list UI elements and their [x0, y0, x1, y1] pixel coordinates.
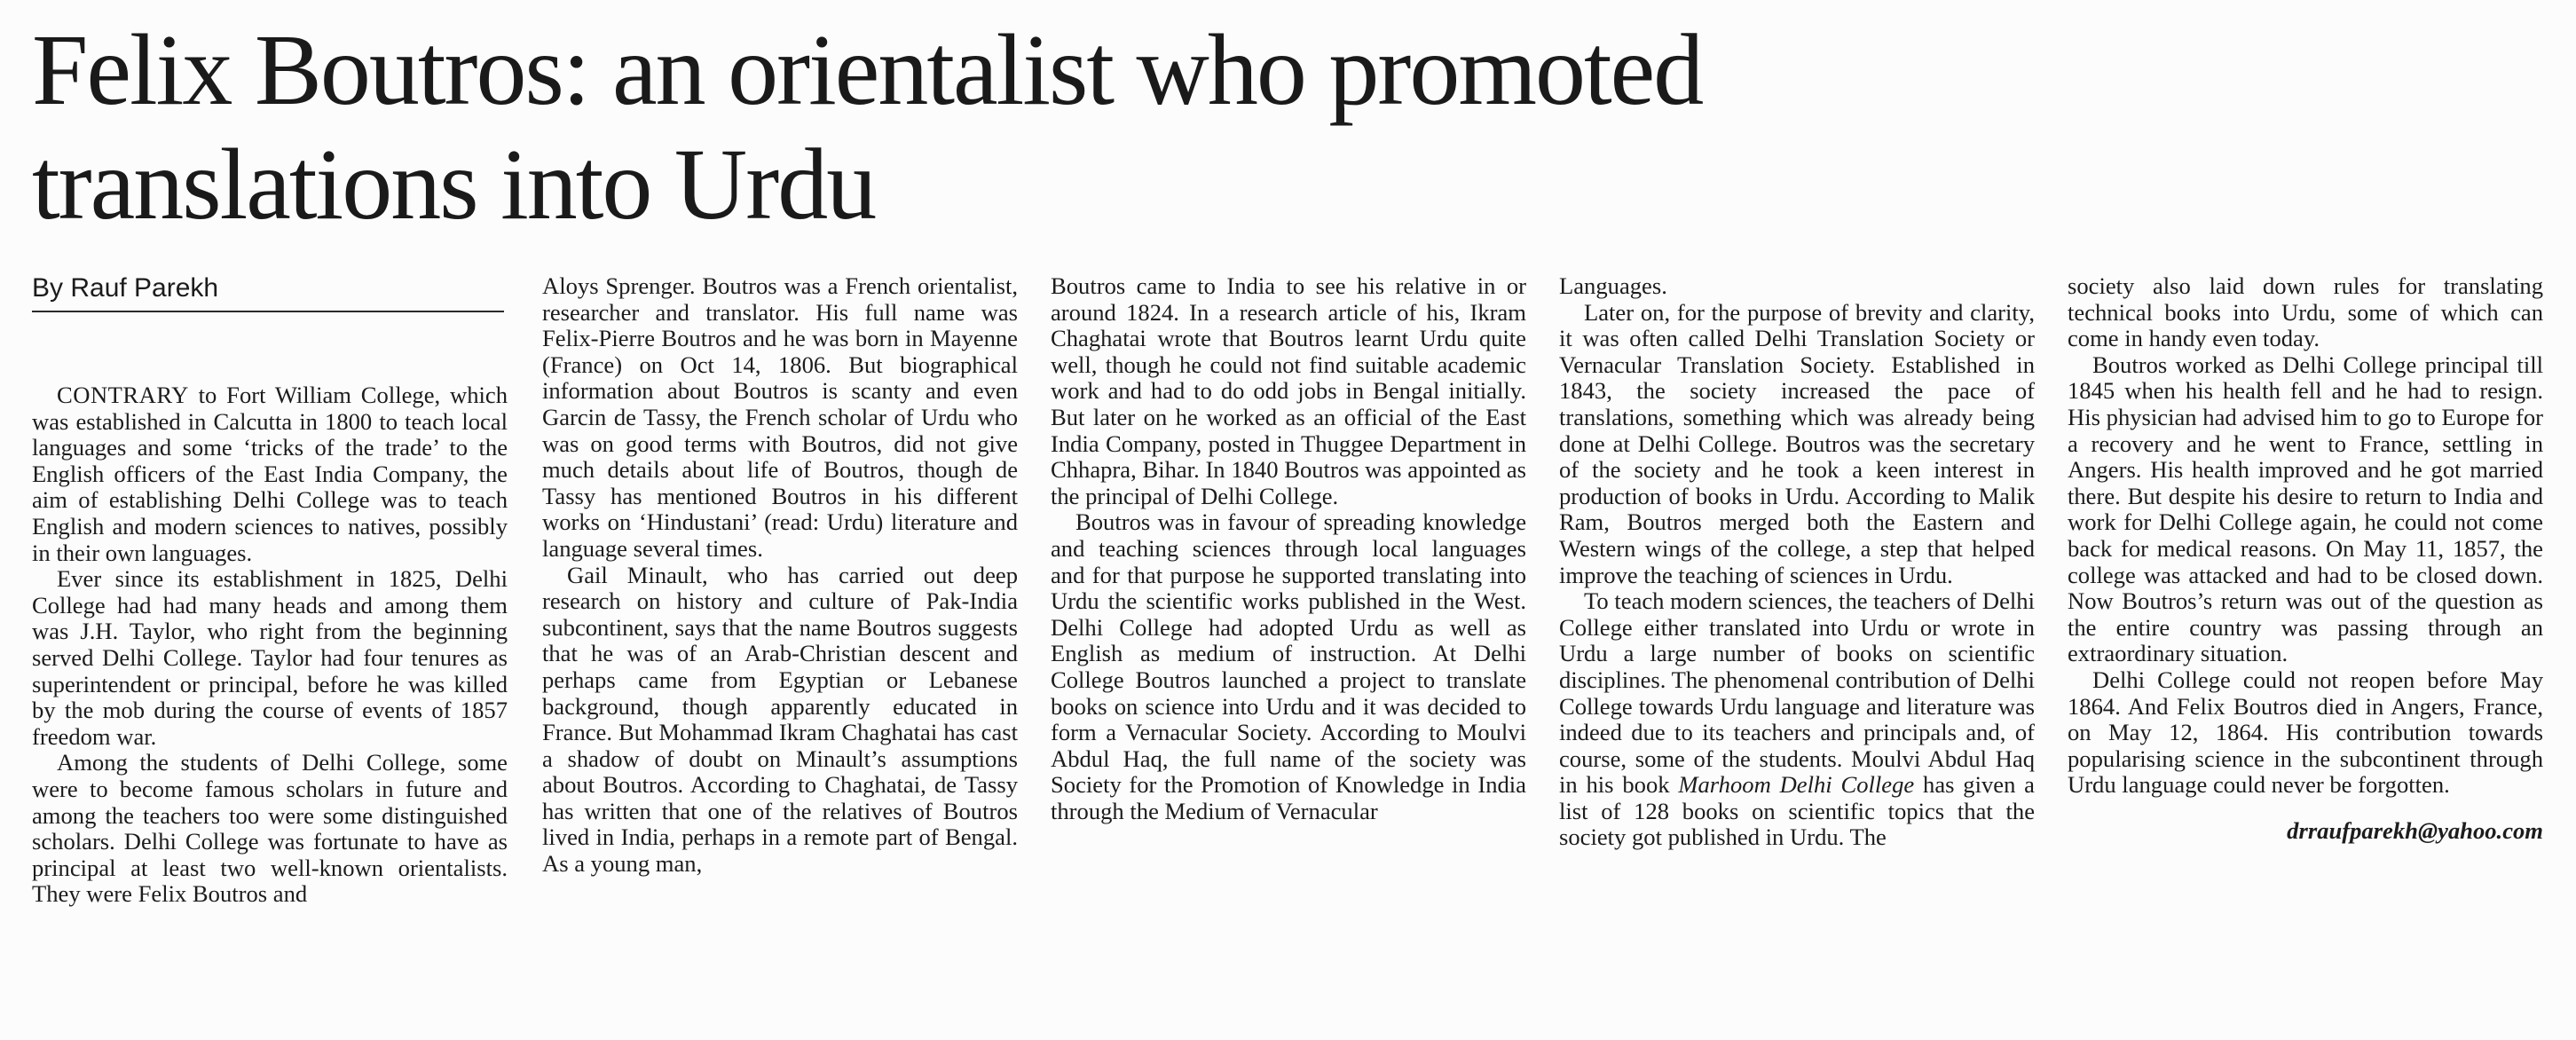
book-title: Marhoom Delhi College [1678, 771, 1915, 799]
article-column-2 [542, 273, 1018, 878]
article-column-3 [1051, 273, 1526, 824]
paragraph: Aloys Sprenger. Boutros was a French orientalist, researcher and translator. His full name was Felix-Pierre Boutros and he was born in Mayenne (France) on Oct 14, 1806. But biographical information about Boutros is scanty and even Garcin de Tassy, the French scholar of Urdu who was on good terms with Boutros, did not give much details about life of Boutros, though de Tassy has mentioned Boutros in his different works on ‘Hindustani’ (read: Urdu) literature and language several times. [542, 272, 1018, 562]
lead-word: CONTRARY [57, 382, 189, 408]
article-column-1 [32, 382, 508, 908]
paragraph: Languages. [1559, 272, 1667, 299]
paragraph-text: has given a list of 128 books on scientific topics that the society got published in Urdu. The [1559, 771, 2035, 851]
paragraph: Boutros worked as Delhi College principal till 1845 when his health fell and he had to resign. His physician had advised him to go to Europe for a recovery and he went to France, settling in Angers. His health improved and he got married there. But despite his desire to return to India and work for Delhi College again, he could not come back for medical reasons. On May 11, 1857, the college was attacked and had to be closed down. Now Boutros’s return was out of the question as the entire country was passing through an extraordinary situation. [2068, 351, 2543, 667]
paragraph: Among the students of Delhi College, some were to become famous scholars in future and among the teachers too were some distinguished scholars. Delhi College was fortunate to have as principal at least two well-known orientalists. They were Felix Boutros and [32, 749, 508, 908]
article-column-4 [1559, 273, 2035, 851]
byline: By Rauf Parekh [32, 273, 219, 303]
paragraph: Delhi College could not reopen before May 1864. And Felix Boutros died in Angers, France, on May 12, 1864. His contribution towards popularising science in the subcontinent through Urdu language could never be forgotten. [2068, 666, 2543, 799]
paragraph: Ever since its establishment in 1825, Delhi College had had many heads and among them was J.H. Taylor, who right from the beginning served Delhi College. Taylor had four tenures as superintendent or principal, before he was killed by the mob during the course of events of 1857 freedom war. [32, 565, 508, 750]
byline-block [32, 268, 504, 312]
paragraph: Later on, for the purpose of brevity and clarity, it was often called Delhi Translation Society or Vernacular Translation Society. Established in 1843, the society increased the pace of translations, something which was already being done at Delhi College. Boutros was the secretary of the society and he took a keen interest in production of books in Urdu. According to Malik Ram, Boutros merged both the Eastern and Western wings of the college, a step that helped improve the teaching of sciences in Urdu. [1559, 298, 2035, 588]
paragraph: society also laid down rules for translating technical books into Urdu, some of which can come in handy even today. [2068, 272, 2543, 352]
paragraph: Gail Minault, who has carried out deep research on history and culture of Pak-India subcontinent, says that the name Boutros suggests that he was of an Arab-Christian descent and perhaps came from Egyptian or Lebanese background, though apparently educated in France. But Mohammad Ikram Chaghatai has cast a shadow of doubt on Minault’s assumptions about Boutros. According to Chaghatai, de Tassy has written that one of the relatives of Boutros lived in India, perhaps in a remote part of Bengal. As a young man, [542, 561, 1018, 878]
author-email[interactable]: drraufparekh@yahoo.com [2287, 816, 2543, 844]
paragraph: Boutros was in favour of spreading knowledge and teaching sciences through local languages and for that purpose he supported translating into Urdu the scientific works published in the West. Delhi College had adopted Urdu as well as English as medium of instruction. At Delhi College Boutros launched a project to translate books on science into Urdu and it was decided to form a Vernacular Society. According to Moulvi Abdul Haq, the full name of the society was Society for the Promotion of Knowledge in India through the Medium of Vernacular [1051, 508, 1526, 824]
paragraph: Boutros came to India to see his relative in or around 1824. In a research article of his, Ikram Chaghatai wrote that Boutros learnt Urdu quite well, though he could not find suitable academic work and had to do odd jobs in Bengal initially. But later on he worked as an official of the East India Company, posted in Thuggee Department in Chhapra, Bihar. In 1840 Boutros was appointed as the principal of Delhi College. [1051, 272, 1526, 509]
article-headline: Felix Boutros: an orientalist who promoted translations into Urdu [32, 13, 1703, 240]
paragraph-text: to Fort William College, which was established in Calcutta in 1800 to teach local languages and some ‘tricks of the trade’ to the English officers of the East India Company, the aim of establishing Delhi College was to teach English and modern sciences to natives, possibly in their own languages. [32, 382, 508, 566]
paragraph [32, 382, 508, 566]
paragraph [1559, 588, 2035, 851]
article-column-5 [2068, 273, 2543, 844]
paragraph-text: To teach modern sciences, the teachers of Delhi College either translated into Urdu or wrote in Urdu a large number of books on scientific disciplines. The phenomenal contribution of Delhi College towards Urdu language and literature was indeed due to its teachers and principals and, of course, some of the students. Moulvi Abdul Haq in his book [1559, 587, 2035, 799]
